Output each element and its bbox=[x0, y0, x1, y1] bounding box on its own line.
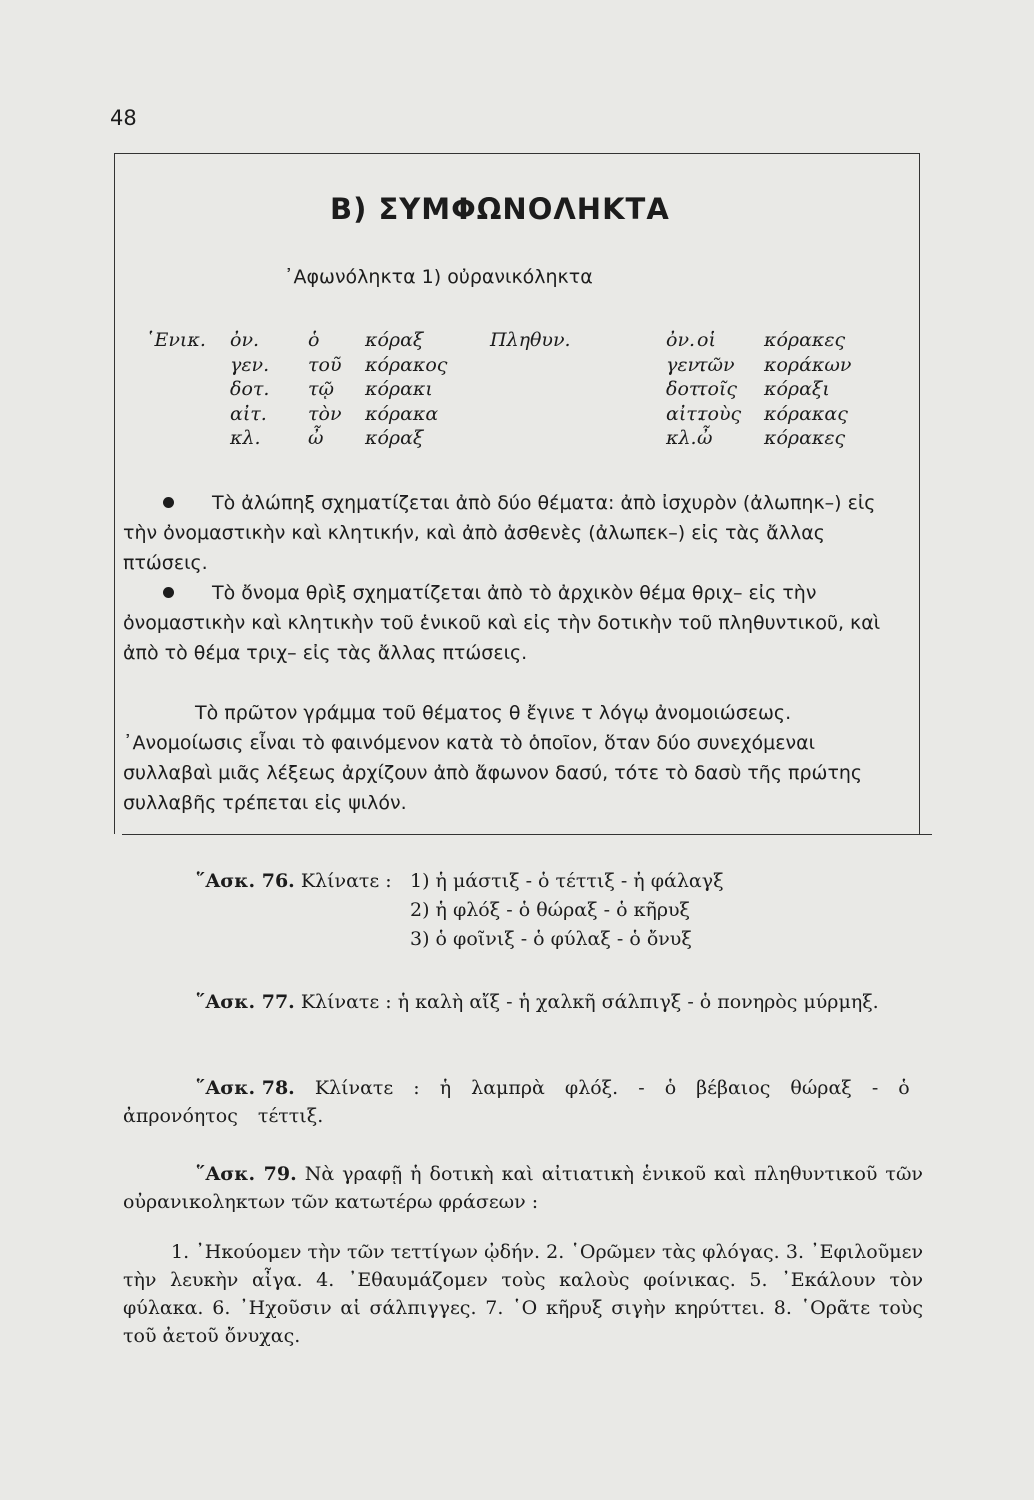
box-subtitle: ᾿Αφωνόληκτα 1) οὐρανικόληκτα bbox=[284, 266, 593, 288]
exercise-76-line-2: 2) ἡ φλόξ - ὁ θώραξ - ὁ κῆρυξ bbox=[410, 899, 691, 921]
case-label: δοτ. bbox=[666, 378, 706, 400]
box-title: Β) ΣΥΜΦΩΝΟΛΗΚΤΑ bbox=[330, 192, 670, 226]
case-label: ὀν. bbox=[666, 329, 696, 351]
noun-form: κόρακες bbox=[764, 427, 846, 449]
article: τῶν bbox=[697, 353, 735, 376]
noun-form: κόρακι bbox=[365, 378, 433, 400]
case-label: δοτ. bbox=[230, 378, 270, 400]
note-dissimilation: Τὸ πρῶτον γράμμα τοῦ θέματος θ ἔγινε τ λόγῳ ἀνομοιώσεως. ᾿Ανομοίωσις εἶναι τὸ φαινόμενον κατὰ τὸ ὁποῖον, ὅταν δύο συνεχόμεναι συλλαβαὶ μιᾶς λέξεως ἀρχίζουν ἀπὸ ἄφωνον δασύ, τότε τὸ δασὺ τῆς πρώτης συλλαβῆς τρέπεται εἰς ψιλόν. bbox=[123, 702, 863, 814]
plural-declension bbox=[490, 328, 880, 451]
exercise-79-label: ῞Ασκ. 79. bbox=[196, 1163, 297, 1185]
note-thrix-text: Τὸ ὄνομα θρὶξ σχηματίζεται ἀπὸ τὸ ἀρχικὸν θέμα θριχ– εἰς τὴν ὀνομαστικὴν καὶ κλητικὴν τοῦ ἑνικοῦ καὶ εἰς τὴν δοτικὴν τοῦ πληθυντικοῦ, καὶ ἀπὸ τὸ θέμα τριχ– εἰς τὰς ἄλλας πτώσεις. bbox=[123, 582, 881, 664]
article: τὸν bbox=[308, 402, 342, 425]
exercise-77 bbox=[123, 988, 923, 1016]
singular-label: ῾Ενικ. bbox=[145, 329, 206, 351]
case-label: γεν. bbox=[666, 353, 706, 376]
exercise-76 bbox=[196, 870, 392, 892]
bullet-icon bbox=[163, 497, 174, 508]
noun-form: κοράκων bbox=[764, 353, 852, 376]
exercise-78-label: ῞Ασκ. 78. bbox=[196, 1077, 295, 1099]
exercise-78-text: Κλίνατε : ἡ λαμπρὰ φλόξ. - ὁ βέβαιος θώραξ - ὁ ἀπρονόητος τέττιξ. bbox=[123, 1077, 910, 1127]
exercise-79 bbox=[123, 1160, 923, 1216]
case-label: αἰτ. bbox=[230, 402, 267, 425]
article: ὦ bbox=[697, 427, 713, 449]
article: τῷ bbox=[308, 378, 335, 400]
exercise-79-text: Νὰ γραφῇ ἡ δοτικὴ καὶ αἰτιατικὴ ἑνικοῦ καὶ πληθυντικοῦ τῶν οὐρανικοληκτων τῶν κατωτέρω φράσεων : bbox=[123, 1163, 923, 1213]
noun-form: κόρακας bbox=[764, 402, 848, 425]
article: τοῦ bbox=[308, 353, 342, 376]
exercise-76-line-1: 1) ἡ μάστιξ - ὁ τέττιξ - ἡ φάλαγξ bbox=[410, 870, 724, 892]
bullet-icon bbox=[163, 587, 174, 598]
article: ὁ bbox=[308, 329, 320, 351]
noun-form: κόρακες bbox=[764, 329, 846, 351]
noun-form: κόραξ bbox=[365, 427, 424, 449]
exercise-77-text: Κλίνατε : ἡ καλὴ αἴξ - ἡ χαλκῆ σάλπιγξ - ὁ πονηρὸς μύρμηξ. bbox=[300, 991, 879, 1013]
exercise-76-line-3: 3) ὁ φοῖνιξ - ὁ φύλαξ - ὁ ὄνυξ bbox=[410, 928, 692, 950]
case-label: ὀν. bbox=[230, 329, 260, 351]
noun-form: κόρακα bbox=[365, 402, 439, 425]
exercise-76-instruction: Κλίνατε : bbox=[300, 870, 392, 892]
grammar-box-bottom-rule bbox=[122, 834, 932, 835]
exercise-79-sentences: 1. ᾿Ηκούομεν τὴν τῶν τεττίγων ᾠδήν. 2. ῾Ορῶμεν τὰς φλόγας. 3. ᾿Εφιλοῦμεν τὴν λευκὴν αἶγα. 4. ᾿Εθαυμάζομεν τοὺς καλοὺς φοίνικας. 5. ᾿Εκάλουν τὸν φύλακα. 6. ᾿Ηχοῦσιν αἱ σάλπιγγες. 7. ῾Ο κῆρυξ σιγὴν κηρύττει. 8. ῾Ορᾶτε τοὺς τοῦ ἀετοῦ ὄνυχας. bbox=[123, 1241, 923, 1347]
note-alopex-text: Τὸ ἀλώπηξ σχηματίζεται ἀπὸ δύο θέματα: ἀπὸ ἰσχυρὸν (ἀλωπηκ–) εἰς τὴν ὀνομαστικὴν καὶ κλητικήν, καὶ ἀπὸ ἀσθενὲς (ἀλωπεκ–) εἰς τὰς ἄλλας πτώσεις. bbox=[123, 492, 876, 574]
singular-declension bbox=[145, 328, 475, 451]
noun-form: κόρακος bbox=[365, 353, 448, 376]
noun-form: κόραξι bbox=[764, 378, 830, 400]
article: τοῖς bbox=[697, 378, 738, 400]
page-number: 48 bbox=[110, 106, 137, 130]
note-thrix bbox=[123, 578, 893, 668]
case-label: κλ. bbox=[230, 427, 261, 449]
case-label: γεν. bbox=[230, 353, 270, 376]
case-label: κλ. bbox=[666, 427, 697, 449]
exercise-77-label: ῞Ασκ. 77. bbox=[196, 991, 295, 1013]
article: ὦ bbox=[308, 427, 324, 449]
noun-form: κόραξ bbox=[365, 329, 424, 351]
plural-label: Πληθυν. bbox=[490, 329, 571, 351]
exercise-78 bbox=[123, 1074, 923, 1130]
article: τοὺς bbox=[697, 402, 742, 425]
note-alopex bbox=[123, 488, 893, 578]
exercise-76-label: ῞Ασκ. 76. bbox=[196, 870, 295, 892]
article: οἱ bbox=[697, 329, 716, 351]
case-label: αἰτ. bbox=[666, 402, 703, 425]
